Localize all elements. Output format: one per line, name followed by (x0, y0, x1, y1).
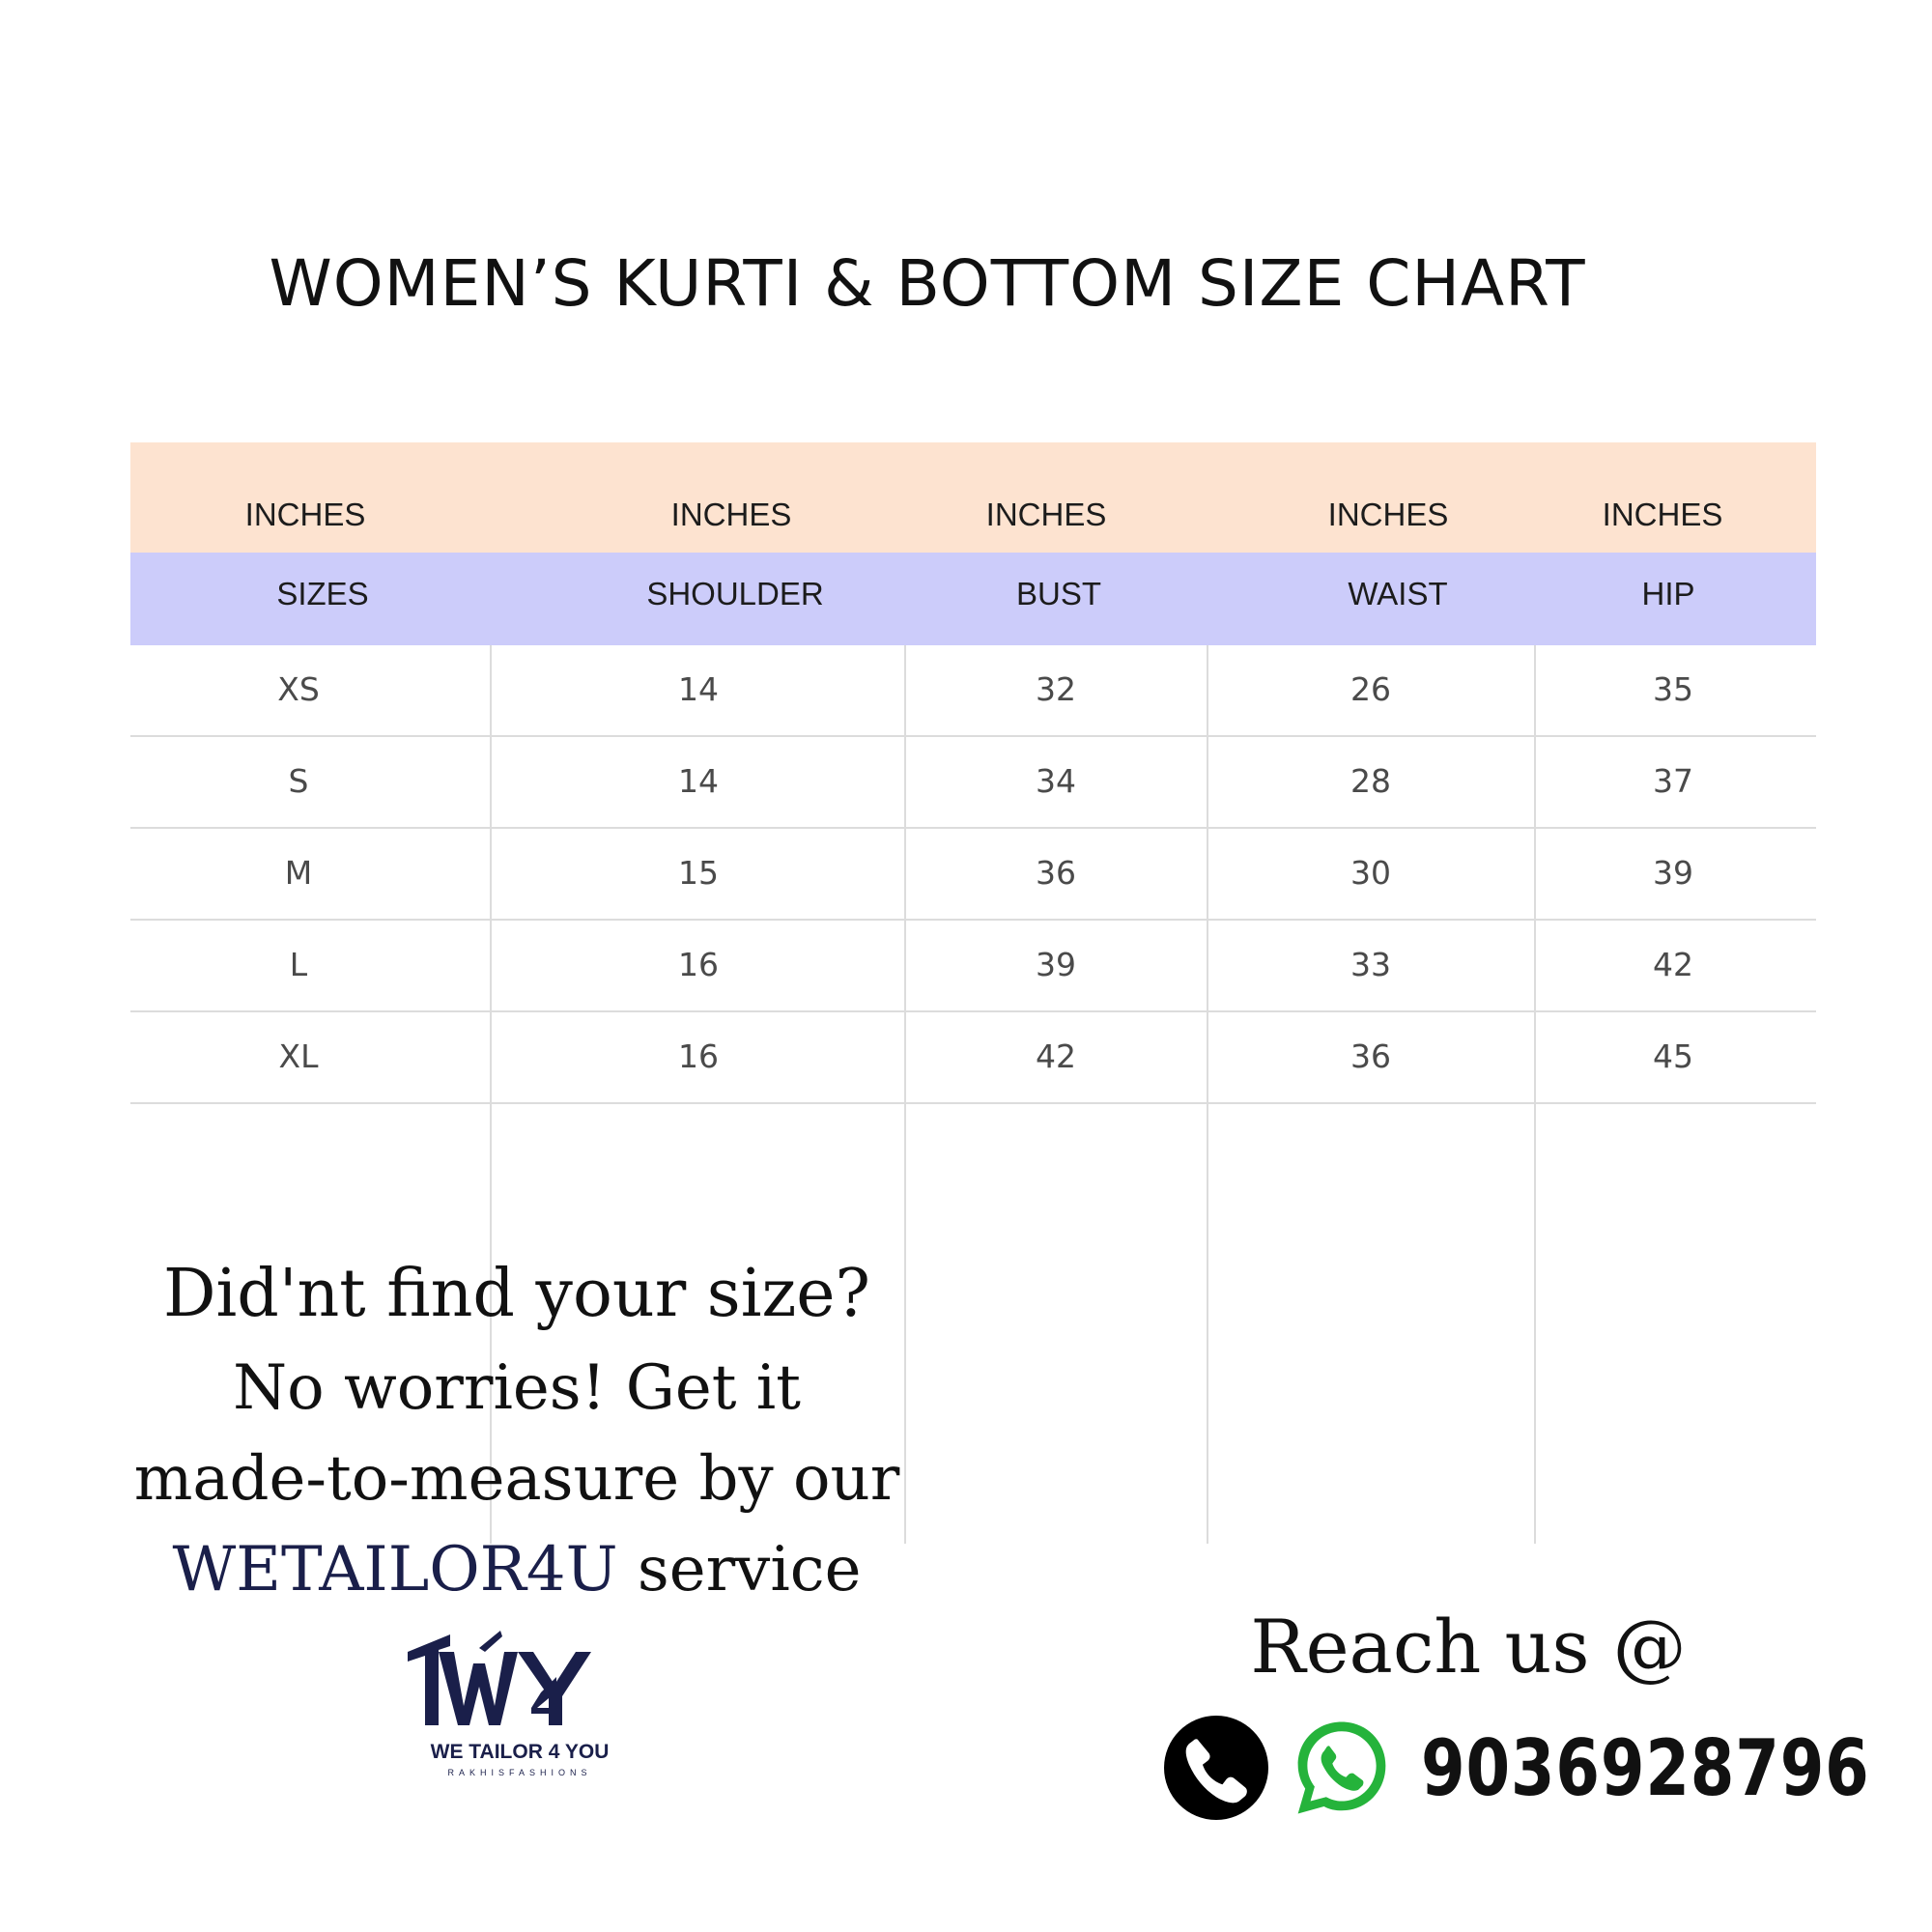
size-chart-table (130, 442, 1816, 1104)
phone-icon[interactable] (1164, 1716, 1268, 1820)
waist-cell: 30 (1350, 854, 1391, 892)
promo-line: made-to-measure by our (133, 1443, 900, 1515)
custom-size-promo (126, 1246, 908, 1615)
contact-row (1164, 1715, 1932, 1821)
shoulder-cell: 14 (678, 670, 719, 708)
waist-cell: 33 (1350, 946, 1391, 983)
bust-cell: 36 (1036, 854, 1076, 892)
units-row (130, 442, 1816, 553)
logo-subcaption: RAKHISFASHIONS (447, 1768, 592, 1777)
reach-us-label: Reach us @ (1250, 1604, 1687, 1690)
brand-name: WETAILOR4U (172, 1534, 618, 1605)
wetailor4you-logo (404, 1631, 636, 1785)
bust-cell: 39 (1036, 946, 1076, 983)
size-cell: M (284, 854, 313, 892)
column-header-hip: HIP (1641, 576, 1695, 611)
promo-line: No worries! Get it (233, 1352, 801, 1424)
size-cell: S (288, 762, 309, 800)
logo-caption: WE TAILOR 4 YOU (430, 1741, 610, 1763)
unit-label: INCHES (1602, 497, 1723, 532)
column-header-shoulder: SHOULDER (646, 576, 824, 611)
hip-cell: 42 (1653, 946, 1693, 983)
column-header-sizes: SIZES (276, 576, 369, 611)
shoulder-cell: 16 (678, 1037, 719, 1075)
unit-label: INCHES (1327, 497, 1449, 532)
hip-cell: 39 (1653, 854, 1693, 892)
table-row (130, 645, 1816, 737)
waist-cell: 36 (1350, 1037, 1391, 1075)
header-row (130, 553, 1816, 645)
table-row (130, 1012, 1816, 1104)
shoulder-cell: 15 (678, 854, 719, 892)
shoulder-cell: 14 (678, 762, 719, 800)
size-cell: XL (278, 1037, 319, 1075)
unit-label: INCHES (985, 497, 1107, 532)
bust-cell: 42 (1036, 1037, 1076, 1075)
size-cell: L (289, 946, 308, 983)
phone-number[interactable]: 9036928796 (1421, 1722, 1870, 1813)
column-header-waist: WAIST (1348, 576, 1448, 611)
bust-cell: 32 (1036, 670, 1076, 708)
table-row (130, 829, 1816, 921)
hip-cell: 45 (1653, 1037, 1693, 1075)
unit-label: INCHES (244, 497, 366, 532)
column-divider (1207, 645, 1208, 1544)
table-row (130, 921, 1816, 1012)
promo-line (126, 1524, 908, 1615)
whatsapp-icon[interactable] (1290, 1716, 1394, 1820)
hip-cell: 37 (1653, 762, 1693, 800)
service-text: service (617, 1534, 862, 1605)
unit-label: INCHES (670, 497, 792, 532)
hip-cell: 35 (1653, 670, 1693, 708)
waist-cell: 28 (1350, 762, 1391, 800)
bust-cell: 34 (1036, 762, 1076, 800)
waist-cell: 26 (1350, 670, 1391, 708)
shoulder-cell: 16 (678, 946, 719, 983)
page-title: WOMEN’S KURTI & BOTTOM SIZE CHART (269, 246, 1586, 321)
size-cell: XS (277, 670, 320, 708)
column-header-bust: BUST (1015, 576, 1102, 611)
column-divider (1534, 645, 1536, 1544)
table-row (130, 737, 1816, 829)
promo-headline: Did'nt find your size? (163, 1256, 870, 1332)
